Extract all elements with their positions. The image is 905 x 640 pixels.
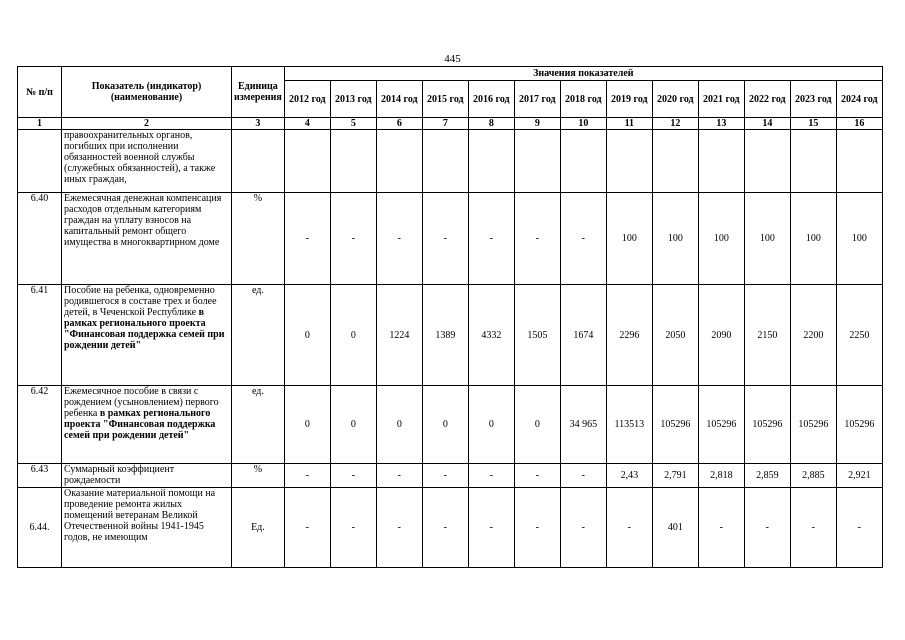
row-index: 6.43 bbox=[18, 464, 62, 488]
row-value: - bbox=[560, 488, 606, 568]
row-value: 0 bbox=[330, 386, 376, 464]
row-value: - bbox=[698, 488, 744, 568]
row-value: 2,818 bbox=[698, 464, 744, 488]
indicator-bold-text: в рамках регионального проекта "Финансовая поддержка семей при рождении детей" bbox=[64, 408, 216, 441]
row-value: - bbox=[376, 464, 422, 488]
indicators-table bbox=[17, 66, 883, 568]
column-number: 9 bbox=[514, 118, 560, 130]
row-value: 100 bbox=[698, 193, 744, 285]
row-unit bbox=[232, 130, 285, 193]
row-value: 105296 bbox=[790, 386, 836, 464]
column-number: 4 bbox=[284, 118, 330, 130]
row-value: - bbox=[376, 488, 422, 568]
column-number: 3 bbox=[232, 118, 285, 130]
row-indicator bbox=[62, 193, 232, 285]
row-value: 100 bbox=[836, 193, 882, 285]
row-index: 6.40 bbox=[18, 193, 62, 285]
row-value: - bbox=[284, 193, 330, 285]
row-index: 6.44. bbox=[18, 488, 62, 568]
table-row bbox=[18, 130, 883, 193]
indicator-bold-text: в рамках регионального проекта "Финансовая поддержка семей при рождении детей" bbox=[64, 307, 225, 351]
row-value: 105296 bbox=[744, 386, 790, 464]
row-indicator bbox=[62, 285, 232, 386]
row-indicator bbox=[62, 464, 232, 488]
row-value bbox=[652, 130, 698, 193]
row-value: - bbox=[468, 464, 514, 488]
indicator-text: Суммарный коэффициент рождаемости bbox=[64, 464, 175, 486]
row-value: 2,885 bbox=[790, 464, 836, 488]
row-value bbox=[790, 130, 836, 193]
table-row bbox=[18, 285, 883, 386]
column-number: 8 bbox=[468, 118, 514, 130]
row-value: - bbox=[514, 193, 560, 285]
table-row bbox=[18, 193, 883, 285]
header-values-group: Значения показателей bbox=[284, 67, 882, 81]
row-value: 2250 bbox=[836, 285, 882, 386]
indicator-text: Пособие на ребенка, одновременно родившегося в составе трех и более детей, в Чеченской Республике bbox=[64, 285, 217, 318]
header-year: 2016 год bbox=[468, 81, 514, 118]
row-value: 100 bbox=[744, 193, 790, 285]
page-number: 445 bbox=[444, 53, 461, 65]
row-value: 2,43 bbox=[606, 464, 652, 488]
header-year: 2021 год bbox=[698, 81, 744, 118]
header-year: 2014 год bbox=[376, 81, 422, 118]
row-value: 2200 bbox=[790, 285, 836, 386]
column-number: 12 bbox=[652, 118, 698, 130]
row-value: 105296 bbox=[836, 386, 882, 464]
column-number: 14 bbox=[744, 118, 790, 130]
header-year: 2018 год bbox=[560, 81, 606, 118]
header-index: № п/п bbox=[18, 67, 62, 118]
row-value: 4332 bbox=[468, 285, 514, 386]
row-value: 1389 bbox=[422, 285, 468, 386]
row-index: 6.42 bbox=[18, 386, 62, 464]
row-value bbox=[422, 130, 468, 193]
row-value: - bbox=[514, 488, 560, 568]
column-number: 5 bbox=[330, 118, 376, 130]
row-value bbox=[514, 130, 560, 193]
header-year: 2024 год bbox=[836, 81, 882, 118]
column-number: 10 bbox=[560, 118, 606, 130]
row-value: 2,921 bbox=[836, 464, 882, 488]
table-body bbox=[18, 130, 883, 568]
row-value: 100 bbox=[606, 193, 652, 285]
column-number: 7 bbox=[422, 118, 468, 130]
row-value: 0 bbox=[376, 386, 422, 464]
row-value: 0 bbox=[284, 285, 330, 386]
row-value: - bbox=[330, 464, 376, 488]
table-row bbox=[18, 386, 883, 464]
row-value: 0 bbox=[468, 386, 514, 464]
row-value: - bbox=[376, 193, 422, 285]
column-number: 6 bbox=[376, 118, 422, 130]
indicator-text: Ежемесячная денежная компенсация расходов отдельным категориям граждан на уплату взносов на капитальный ремонт общего имущества в многоквартирном доме bbox=[64, 193, 222, 248]
row-value: 0 bbox=[422, 386, 468, 464]
row-value bbox=[836, 130, 882, 193]
row-unit: ед. bbox=[232, 386, 285, 464]
row-value: 2050 bbox=[652, 285, 698, 386]
indicator-text: Ежемесячное пособие в связи с рождением (усыновлением) первого ребенка bbox=[64, 386, 219, 419]
column-number: 11 bbox=[606, 118, 652, 130]
row-value: 113513 bbox=[606, 386, 652, 464]
row-value: 2,791 bbox=[652, 464, 698, 488]
indicator-text: Оказание материальной помощи на проведение ремонта жилых помещений ветеранам Великой Отечественной войны 1941-1945 годов, не имеющим bbox=[64, 488, 216, 543]
row-value: 2090 bbox=[698, 285, 744, 386]
row-value: 2,859 bbox=[744, 464, 790, 488]
column-number: 2 bbox=[62, 118, 232, 130]
row-value: - bbox=[790, 488, 836, 568]
header-indicator: Показатель (индикатор) (наименование) bbox=[62, 67, 232, 118]
row-value: - bbox=[744, 488, 790, 568]
row-value: 105296 bbox=[652, 386, 698, 464]
row-value: 401 bbox=[652, 488, 698, 568]
column-number: 1 bbox=[18, 118, 62, 130]
column-numbers-row bbox=[18, 118, 883, 130]
row-value: - bbox=[560, 193, 606, 285]
row-value: 0 bbox=[284, 386, 330, 464]
row-value bbox=[744, 130, 790, 193]
column-number: 13 bbox=[698, 118, 744, 130]
table-row bbox=[18, 488, 883, 568]
row-value: 0 bbox=[514, 386, 560, 464]
row-value: - bbox=[836, 488, 882, 568]
row-value: - bbox=[560, 464, 606, 488]
header-year: 2013 год bbox=[330, 81, 376, 118]
row-unit: % bbox=[232, 464, 285, 488]
header-year: 2017 год bbox=[514, 81, 560, 118]
row-value: - bbox=[284, 488, 330, 568]
row-value: 1505 bbox=[514, 285, 560, 386]
row-indicator bbox=[62, 488, 232, 568]
row-value: 1224 bbox=[376, 285, 422, 386]
row-unit: % bbox=[232, 193, 285, 285]
row-value: - bbox=[284, 464, 330, 488]
row-indicator bbox=[62, 130, 232, 193]
row-value: 34 965 bbox=[560, 386, 606, 464]
row-value: - bbox=[330, 193, 376, 285]
row-value bbox=[698, 130, 744, 193]
header-year: 2015 год bbox=[422, 81, 468, 118]
indicator-text: правоохранительных органов, погибших при исполнении обязанностей военной службы (служебных обязанностей), а также иных граждан, bbox=[64, 130, 216, 185]
row-unit: ед. bbox=[232, 285, 285, 386]
row-value bbox=[330, 130, 376, 193]
column-number: 16 bbox=[836, 118, 882, 130]
row-value bbox=[468, 130, 514, 193]
row-value bbox=[284, 130, 330, 193]
row-value: - bbox=[422, 193, 468, 285]
row-value: 100 bbox=[790, 193, 836, 285]
row-value: - bbox=[606, 488, 652, 568]
row-value bbox=[376, 130, 422, 193]
header-unit: Единица измерения bbox=[232, 67, 285, 118]
row-value: 0 bbox=[330, 285, 376, 386]
row-value: - bbox=[422, 488, 468, 568]
row-value: - bbox=[468, 193, 514, 285]
row-value: - bbox=[468, 488, 514, 568]
row-value bbox=[606, 130, 652, 193]
row-indicator bbox=[62, 386, 232, 464]
header-year: 2023 год bbox=[790, 81, 836, 118]
row-value: - bbox=[330, 488, 376, 568]
row-value: 105296 bbox=[698, 386, 744, 464]
column-number: 15 bbox=[790, 118, 836, 130]
row-value: 100 bbox=[652, 193, 698, 285]
table-row bbox=[18, 464, 883, 488]
header-year: 2012 год bbox=[284, 81, 330, 118]
header-year: 2022 год bbox=[744, 81, 790, 118]
header-year: 2020 год bbox=[652, 81, 698, 118]
row-value: 1674 bbox=[560, 285, 606, 386]
row-value: - bbox=[514, 464, 560, 488]
row-value bbox=[560, 130, 606, 193]
row-value: 2296 bbox=[606, 285, 652, 386]
header-year: 2019 год bbox=[606, 81, 652, 118]
row-value: - bbox=[422, 464, 468, 488]
row-unit: Ед. bbox=[232, 488, 285, 568]
row-index: 6.41 bbox=[18, 285, 62, 386]
row-index bbox=[18, 130, 62, 193]
row-value: 2150 bbox=[744, 285, 790, 386]
